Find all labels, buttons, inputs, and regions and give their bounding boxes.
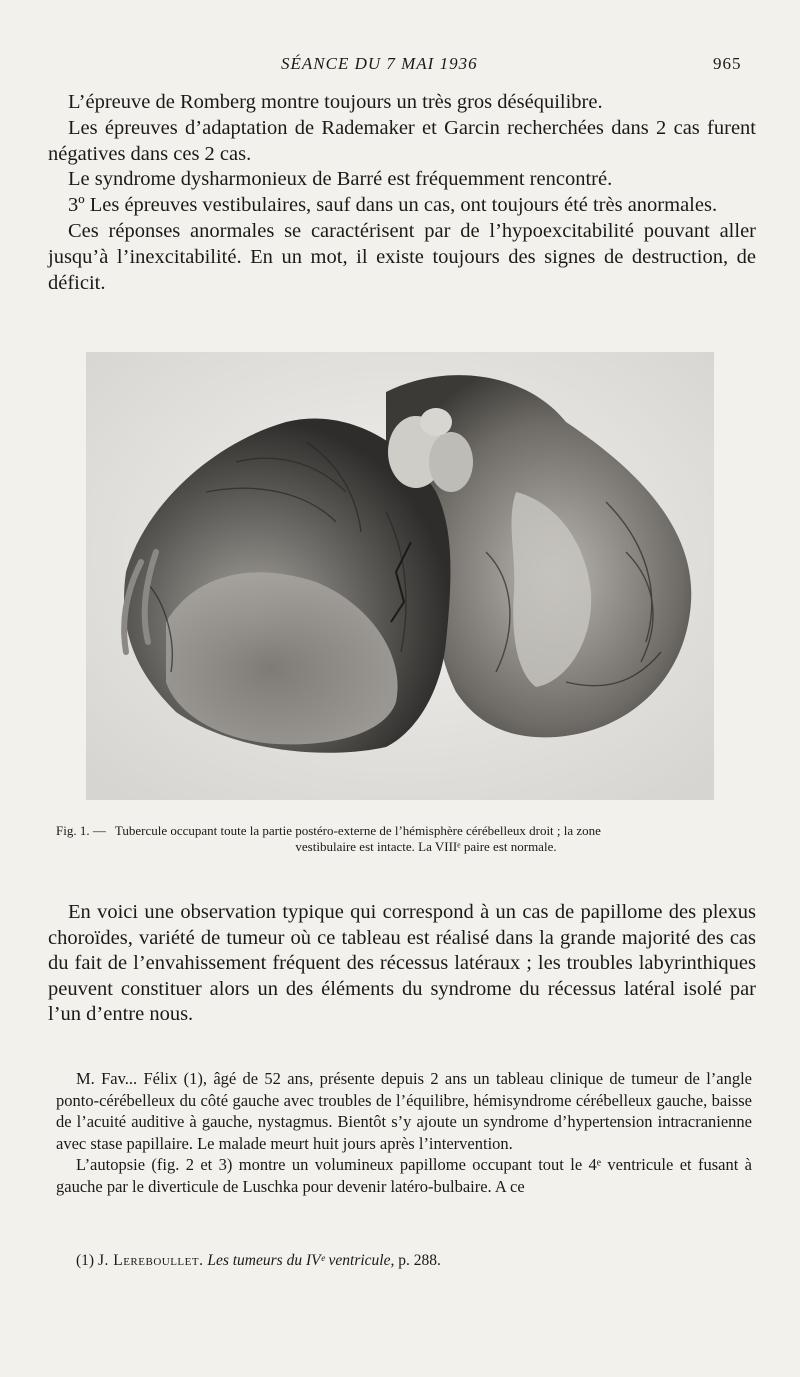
paragraph: M. Fav... Félix (1), âgé de 52 ans, présente depuis 2 ans un tableau clinique de tumeur de l’angle ponto-cérébelleux du côté gauche avec troubles de l’équilibre, hémisyndrome cérébelleux gauche, baisse de l’acuité auditive à gauche, nystagmus. Bientôt s’y ajoute un syndrome d’hypertension intracranienne avec stase papillaire. Le malade meurt huit jours après l’intervention. xyxy=(56,1069,752,1153)
paragraph: 3º Les épreuves vestibulaires, sauf dans un cas, ont toujours été très anormales. xyxy=(68,194,718,217)
figure-label: Fig. 1. — xyxy=(56,823,106,838)
page-number: 965 xyxy=(713,54,742,73)
footnote-page: p. 288. xyxy=(398,1252,441,1269)
paragraph: Le syndrome dysharmonieux de Barré est fréquemment rencontré. xyxy=(68,168,613,191)
main-paragraph xyxy=(48,900,756,1028)
footnote xyxy=(76,1252,756,1270)
top-paragraphs xyxy=(48,90,756,296)
paragraph: En voici une observation typique qui correspond à un cas de papillome des plexus choroïdes, variété de tumeur où ce tableau est réalisé dans la grande majorité des cas du fait de l’envahissement fréquent des récessus latéraux ; les troubles labyrinthiques peuvent constituer alors un des éléments du syndrome du récessus latéral isolé par l’un d’entre nous. xyxy=(48,901,756,1026)
figure-caption xyxy=(56,823,756,855)
footnote-author: J. Lereboullet. xyxy=(97,1252,204,1269)
caption-line xyxy=(56,823,756,839)
paragraph: Ces réponses anormales se caractérisent par de l’hypoexcitabilité pouvant aller jusqu’à l’inexcitabilité. En un mot, il existe toujours des signes de destruction, de déficit. xyxy=(48,219,756,294)
observation-text xyxy=(56,1068,752,1197)
paragraph: L’épreuve de Romberg montre toujours un très gros déséquilibre. xyxy=(68,91,603,113)
caption-text: Tubercule occupant toute la partie postéro-externe de l’hémisphère cérébelleux droit ; la zone xyxy=(114,823,601,838)
cerebellum-specimen-image xyxy=(86,352,714,800)
caption-text: vestibulaire est intacte. La VIIIᵉ paire est normale. xyxy=(295,839,557,854)
paragraph: L’autopsie (fig. 2 et 3) montre un volumineux papillome occupant tout le 4ᵉ ventricule et fusant à gauche par le diverticule de Luschka pour devenir latéro-bulbaire. A ce xyxy=(56,1155,752,1196)
paragraph: Les épreuves d’adaptation de Rademaker et Garcin recherchées dans 2 cas furent négatives dans ces 2 cas. xyxy=(48,116,756,165)
footnote-marker: (1) xyxy=(76,1252,95,1269)
figure-photograph xyxy=(86,352,714,800)
footnote-title: Les tumeurs du IVᵉ ventricule, xyxy=(207,1252,395,1269)
running-head xyxy=(0,54,800,78)
running-title: SÉANCE DU 7 MAI 1936 xyxy=(281,54,478,73)
